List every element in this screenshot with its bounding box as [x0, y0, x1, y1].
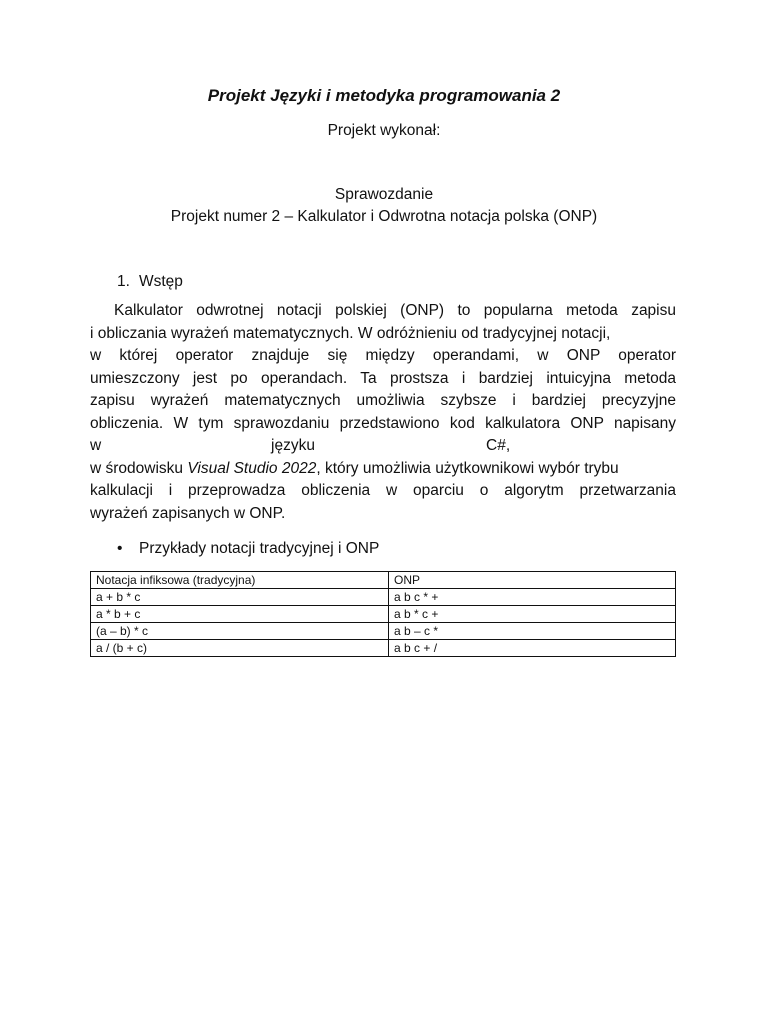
- paragraph-line: wyrażeń zapisanych w ONP.: [90, 504, 286, 522]
- author-label: Projekt wykonał:: [327, 122, 441, 139]
- spread-word: języku: [271, 437, 315, 454]
- report-label: Sprawozdanie: [334, 186, 434, 203]
- paragraph-line: Kalkulator odwrotnej notacji polskiej (ONP) to popularna metoda zapisu: [114, 302, 676, 319]
- paragraph-line-spread: [90, 435, 676, 458]
- notation-table: [90, 571, 676, 657]
- table-cell: a b * c +: [389, 606, 676, 623]
- document-title: Projekt Języki i metodyka programowania 2: [207, 86, 561, 105]
- intro-paragraph: [90, 300, 676, 525]
- table-cell: a + b * c: [91, 589, 389, 606]
- line-prefix: w środowisku: [90, 459, 188, 477]
- spread-word: C#,: [486, 437, 511, 454]
- table-header-cell: ONP: [389, 572, 676, 589]
- table-row: [91, 589, 676, 606]
- paragraph-line: kalkulacji i przeprowadza obliczenia w oparciu o algorytm przetwarzania: [90, 482, 676, 499]
- table-header-row: [91, 572, 676, 589]
- ide-name: Visual Studio 2022: [187, 459, 317, 477]
- paragraph-line: obliczenia. W tym sprawozdaniu przedstawiono kod kalkulatora ONP napisany: [90, 414, 676, 432]
- section-title: Wstęp: [139, 273, 183, 290]
- table-cell: a b – c *: [389, 623, 676, 640]
- table-header-cell: Notacja infiksowa (tradycyjna): [91, 572, 389, 589]
- line-suffix: , który umożliwia użytkownikowi wybór trybu: [316, 459, 619, 477]
- paragraph-line: umieszczony jest po operandach. Ta prostsza i bardziej intuicyjna metoda: [90, 369, 676, 387]
- section-number: 1.: [117, 273, 130, 290]
- paragraph-line: i obliczania wyrażeń matematycznych. W odróżnieniu od tradycyjnej notacji,: [90, 324, 611, 342]
- section-heading: [117, 273, 183, 291]
- table-row: [91, 640, 676, 657]
- paragraph-line: zapisu wyrażeń matematycznych umożliwia szybsze i bardziej precyzyjne: [90, 392, 676, 409]
- paragraph-line: w której operator znajduje się między operandami, w ONP operator: [90, 347, 676, 364]
- table-cell: (a – b) * c: [91, 623, 389, 640]
- bullet-icon: •: [117, 540, 123, 557]
- bullet-text: Przykłady notacji tradycyjnej i ONP: [139, 540, 380, 557]
- paragraph-line: [90, 458, 676, 481]
- spread-word: w: [90, 437, 102, 454]
- table-cell: a b c + /: [389, 640, 676, 657]
- bullet-item: [117, 540, 379, 558]
- table-row: [91, 623, 676, 640]
- table-row: [91, 606, 676, 623]
- table-cell: a / (b + c): [91, 640, 389, 657]
- table-cell: a * b + c: [91, 606, 389, 623]
- project-subtitle: Projekt numer 2 – Kalkulator i Odwrotna notacja polska (ONP): [170, 208, 598, 225]
- table-cell: a b c * +: [389, 589, 676, 606]
